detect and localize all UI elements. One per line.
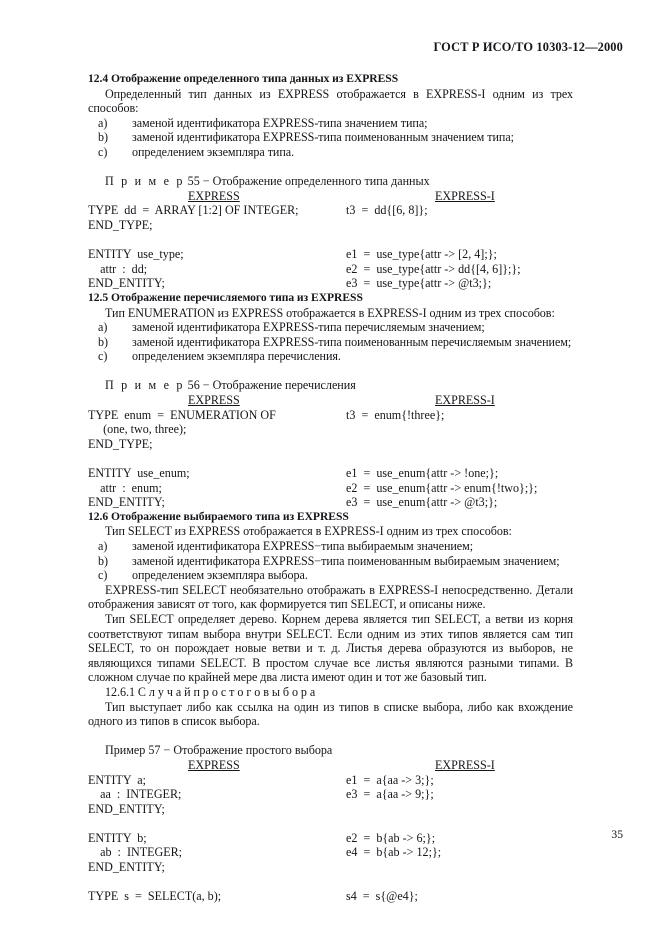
list-item	[88, 539, 573, 554]
list-marker: b)	[98, 334, 108, 349]
code-left: TYPE s = SELECT(a, b);	[88, 889, 222, 904]
example-label-57	[88, 743, 573, 758]
list-item-text: определением экземпляра выбора.	[132, 568, 308, 583]
code-left: (one, two, three);	[88, 422, 187, 437]
example-label-dash: −	[202, 174, 210, 189]
section-list-12-4	[88, 116, 573, 160]
code-row	[88, 466, 573, 481]
example-label-dash: −	[202, 378, 210, 393]
code-row	[88, 773, 573, 788]
example-column-headers	[88, 758, 573, 773]
running-header-standard-ref: ГОСТ Р ИСО/ТО 10303-12—2000	[433, 40, 623, 54]
code-row	[88, 262, 573, 277]
code-right: s4 = s{@e4};	[346, 889, 418, 904]
example-label-prefix: П р и м е р	[105, 378, 185, 393]
code-left: ENTITY use_enum;	[88, 466, 190, 481]
code-row	[88, 802, 573, 817]
page-content	[88, 72, 573, 904]
code-right: e2 = use_type{attr -> dd{[4, 6]};};	[346, 261, 521, 276]
code-row	[88, 247, 573, 262]
section-intro-12-5: Тип ENUMERATION из EXPRESS отображается в EXPRESS-I одним из трех способов:	[105, 305, 555, 320]
example-label-prefix: П р и м е р	[105, 174, 185, 189]
list-marker: c)	[98, 568, 108, 583]
list-item-text: заменой идентификатора EXPRESS-типа перечисляемым значением;	[132, 320, 485, 335]
example-column-headers	[88, 189, 573, 204]
code-right: e1 = a{aa -> 3;};	[346, 772, 434, 787]
list-marker: a)	[98, 115, 108, 130]
code-row	[88, 875, 573, 890]
section-list-12-6	[88, 539, 573, 583]
list-marker: c)	[98, 144, 108, 159]
example-label-prefix: Пример	[105, 743, 146, 758]
list-item	[88, 320, 573, 335]
section-paragraph-12-6-a: EXPRESS-тип SELECT необязательно отображать в EXPRESS-I непосредственно. Детали отображения зависят от того, как формируется тип SELECT, и описаны ниже.	[88, 582, 573, 612]
subsection-heading-12-6-1	[88, 685, 573, 700]
example-label-number: 55	[187, 174, 200, 189]
section-list-12-5	[88, 320, 573, 364]
code-row	[88, 276, 573, 291]
code-left: attr : enum;	[88, 480, 162, 495]
section-intro-12-6: Тип SELECT из EXPRESS отображается в EXPRESS-I одним из трех способов:	[105, 524, 512, 539]
list-marker: c)	[98, 349, 108, 364]
code-row	[88, 860, 573, 875]
list-item-text: заменой идентификатора EXPRESS-типа поименованным значением типа;	[132, 130, 514, 145]
example-label-56	[88, 378, 573, 393]
code-left: TYPE dd = ARRAY [1:2] OF INTEGER;	[88, 203, 299, 218]
subsection-paragraph-12-6-1: Тип выступает либо как ссылка на один из типов в списке выбора, либо как вхождение одного из типов в список выбора.	[88, 699, 573, 729]
code-left: TYPE enum = ENUMERATION OF	[88, 407, 276, 422]
list-item	[88, 349, 573, 364]
list-marker: b)	[98, 130, 108, 145]
example-label-title: Отображение перечисления	[212, 378, 356, 393]
column-header-express: EXPRESS	[188, 393, 240, 408]
code-left: END_TYPE;	[88, 436, 153, 451]
code-left: aa : INTEGER;	[88, 787, 182, 802]
code-left: END_TYPE;	[88, 217, 153, 232]
code-row	[88, 437, 573, 452]
code-row	[88, 233, 573, 248]
code-right: t3 = enum{!three};	[346, 407, 445, 422]
code-left: ab : INTEGER;	[88, 845, 183, 860]
list-item	[88, 335, 573, 350]
column-header-express: EXPRESS	[188, 757, 240, 772]
code-left: ENTITY b;	[88, 830, 147, 845]
section-heading-12-5: 12.5 Отображение перечисляемого типа из EXPRESS	[88, 290, 363, 304]
code-right: t3 = dd{[6, 8]};	[346, 203, 428, 218]
code-row	[88, 422, 573, 437]
example-label-title: Отображение определенного типа данных	[212, 174, 430, 189]
code-right: e3 = use_enum{attr -> @t3;};	[346, 495, 498, 510]
section-heading-12-4: 12.4 Отображение определенного типа данных из EXPRESS	[88, 72, 399, 85]
code-row	[88, 481, 573, 496]
list-item-text: заменой идентификатора EXPRESS−типа поименованным выбираемым значением;	[132, 553, 560, 568]
code-right: e4 = b{ab -> 12;};	[346, 845, 442, 860]
example-code-block-55	[88, 189, 573, 291]
list-marker: a)	[98, 320, 108, 335]
list-item	[88, 145, 573, 160]
example-code-block-57	[88, 758, 573, 904]
list-item-text: заменой идентификатора EXPRESS-типа поименованным перечисляемым значением;	[132, 334, 572, 349]
code-row	[88, 408, 573, 423]
example-label-55	[88, 174, 573, 189]
column-header-express-i: EXPRESS-I	[435, 393, 495, 408]
list-marker: a)	[98, 539, 108, 553]
page-number: 35	[611, 828, 623, 841]
code-row	[88, 845, 573, 860]
list-item-text: определением экземпляра перечисления.	[132, 349, 341, 364]
code-left: END_ENTITY;	[88, 801, 165, 816]
column-header-express-i: EXPRESS-I	[435, 188, 495, 203]
code-row	[88, 816, 573, 831]
code-row	[88, 831, 573, 846]
example-label-number: 56	[187, 378, 200, 393]
code-right: e2 = use_enum{attr -> enum{!two};};	[346, 480, 538, 495]
code-left: END_ENTITY;	[88, 276, 165, 291]
code-left: attr : dd;	[88, 261, 148, 276]
example-label-number: 57	[148, 743, 161, 758]
section-paragraph-12-6-b: Тип SELECT определяет дерево. Корнем дерева является тип SELECT, а ветви из корня соответствуют типам выбора внутри SELECT. Если одним из этих типов является сам тип SELECT, то он порождает новые ветви и т. д. Листья дерева образуются из выборов, не являющихся типами SELECT. В простом случае все листья являются разными типами. В сложном случае по крайней мере два листа имеют один и тот же базовый тип.	[88, 611, 573, 685]
list-item	[88, 116, 573, 131]
list-item	[88, 554, 573, 569]
code-row	[88, 218, 573, 233]
list-item-text: заменой идентификатора EXPRESS-типа значением типа;	[132, 115, 428, 130]
code-left: END_ENTITY;	[88, 860, 165, 875]
code-right: e1 = use_type{attr -> [2, 4];};	[346, 247, 497, 262]
code-row	[88, 889, 573, 904]
section-intro-12-4: Определенный тип данных из EXPRESS отображается в EXPRESS-I одним из трех способов:	[88, 86, 573, 116]
code-right: e3 = use_type{attr -> @t3;};	[346, 276, 492, 291]
list-item-text: заменой идентификатора EXPRESS−типа выбираемым значением;	[132, 539, 474, 553]
example-label-dash: −	[163, 743, 171, 758]
code-right: e1 = use_enum{attr -> !one;};	[346, 466, 499, 481]
column-header-express: EXPRESS	[188, 188, 240, 203]
code-row	[88, 495, 573, 510]
list-marker: b)	[98, 553, 108, 568]
section-heading-12-6: 12.6 Отображение выбираемого типа из EXPRESS	[88, 509, 349, 523]
code-left: ENTITY a;	[88, 772, 146, 787]
subsection-title: С л у ч а й п р о с т о г о в ы б о р а	[137, 684, 316, 699]
column-header-express-i: EXPRESS-I	[435, 757, 495, 772]
list-item	[88, 568, 573, 583]
list-item	[88, 130, 573, 145]
list-item-text: определением экземпляра типа.	[132, 144, 295, 159]
code-right: e2 = b{ab -> 6;};	[346, 830, 436, 845]
example-column-headers	[88, 393, 573, 408]
example-code-block-56	[88, 393, 573, 510]
subsection-number: 12.6.1	[105, 684, 135, 699]
code-row	[88, 787, 573, 802]
code-row	[88, 451, 573, 466]
code-row	[88, 203, 573, 218]
code-left: END_ENTITY;	[88, 495, 165, 510]
example-label-title: Отображение простого выбора	[173, 743, 333, 758]
code-right: e3 = a{aa -> 9;};	[346, 787, 434, 802]
code-left: ENTITY use_type;	[88, 247, 184, 262]
